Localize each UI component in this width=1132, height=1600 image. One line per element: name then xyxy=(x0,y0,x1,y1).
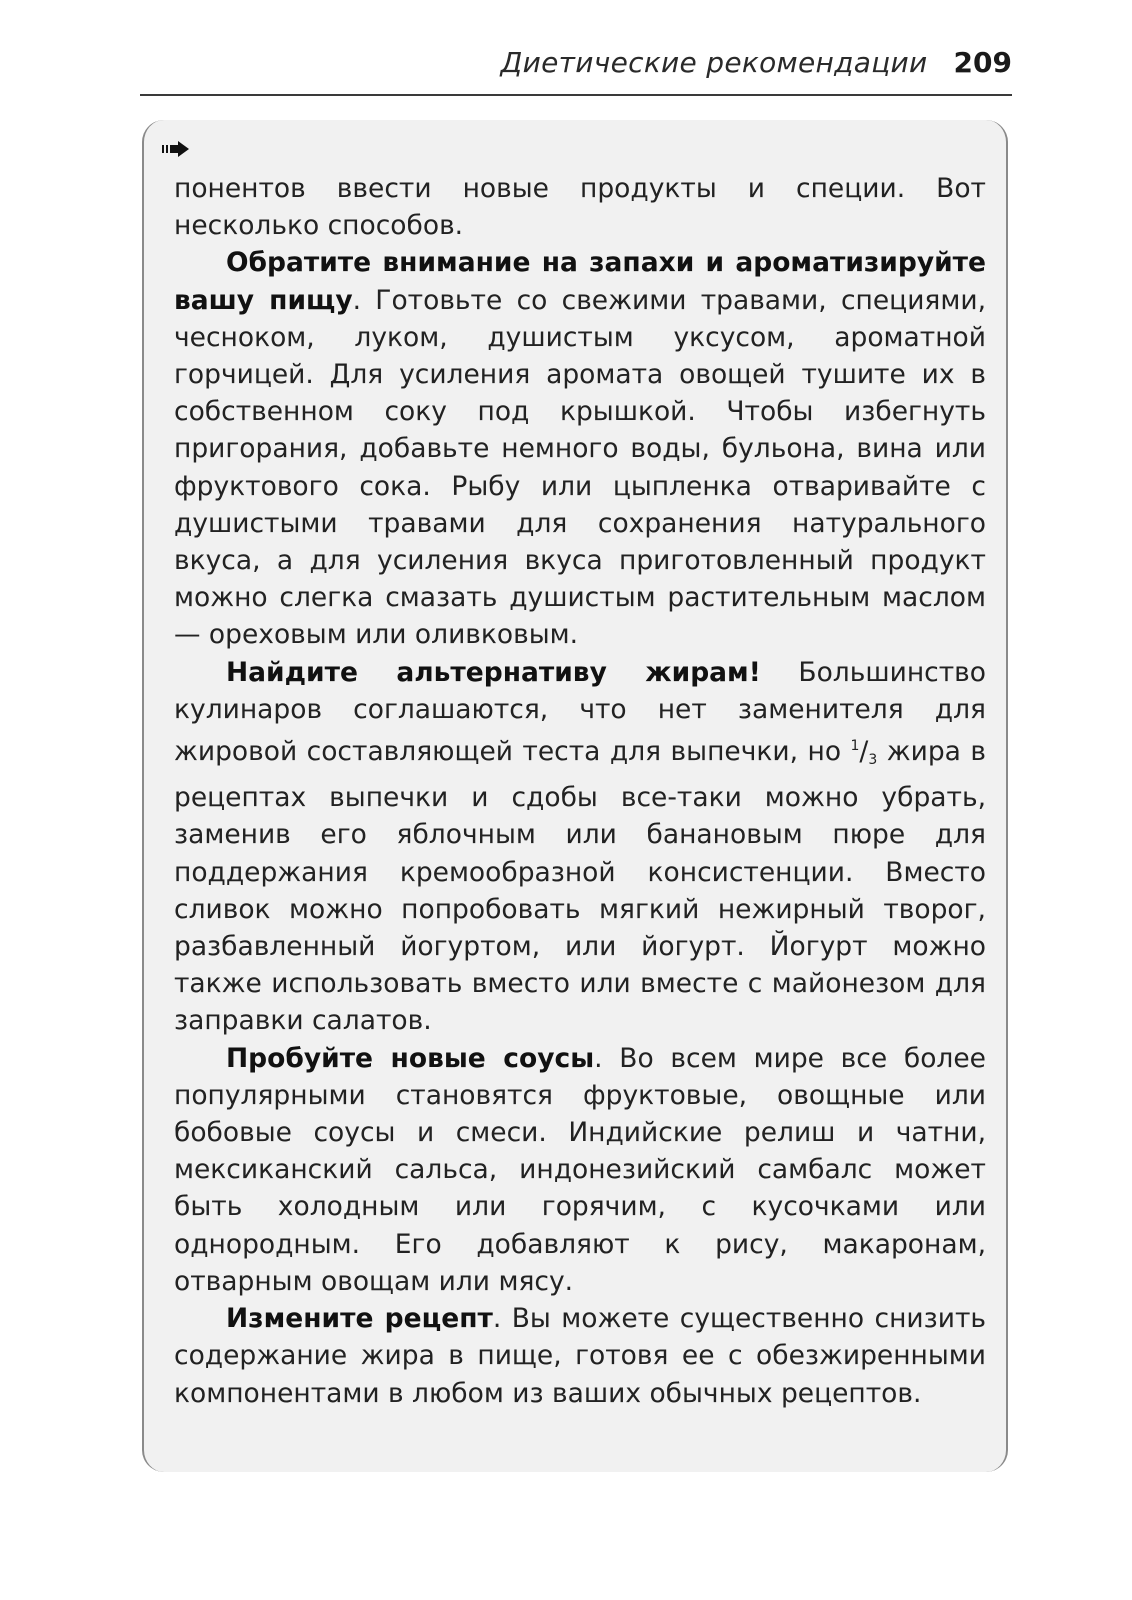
box-text xyxy=(174,170,986,1412)
paragraph-heading: Обратите внимание на запахи и ароматизируйте вашу пищу xyxy=(174,247,986,316)
sidebar-box xyxy=(142,120,1008,1472)
arrow-right-icon xyxy=(162,140,190,158)
running-head-title: Диетические рекомендации xyxy=(500,46,928,79)
fraction: $^1/_3$ xyxy=(850,736,878,769)
paragraph-text: Большинство кулинаров соглашаются, что нет заменителя для жировой составляющей теста для выпечки, но xyxy=(174,656,986,768)
paragraph-recipe xyxy=(174,1300,986,1412)
paragraph-text: . Готовьте со свежими травами, специями, чесноком, луком, душистым уксусом, ароматной горчицей. Для усиления аромата овощей тушите их в собственном соку под крышкой. Чтобы избегнуть пригорания, добавьте немного воды, бульона, вина или фруктового сока. Рыбу или цыпленка отваривайте с душистыми травами для сохранения натурального вкуса, а для усиления вкуса приготовленный продукт можно слегка смазать душистым растительным маслом — ореховым или оливковым. xyxy=(174,284,986,651)
paragraph-text: жира в рецептах выпечки и сдобы все-таки можно убрать, заменив его яблочным или банановым пюре для поддержания кремообразной консистенции. Вместо сливок можно попробовать мягкий нежирный творог, разбавленный йогуртом, или йогурт. Йогурт можно также использовать вместо или вместе с майонезом для заправки салатов. xyxy=(174,736,986,1037)
paragraph-heading: Найдите альтернативу жирам! xyxy=(226,656,761,688)
fraction-denominator: 3 xyxy=(868,752,878,769)
fraction-numerator: 1 xyxy=(850,738,860,755)
paragraph-fat-alternative xyxy=(174,654,986,1040)
paragraph-aromas xyxy=(174,244,986,653)
paragraph-heading: Пробуйте новые соусы xyxy=(226,1042,595,1074)
paragraph-text: . Во всем мире все более популярными становятся фруктовые, овощные или бобовые соусы и смеси. Индийские релиш и чатни, мексиканский сальса, индонезийский самбалс может быть холодным или горячим, с кусочками или однородным. Его добавляют к рису, макаронам, отварным овощам или мясу. xyxy=(174,1042,986,1297)
paragraph-continuation xyxy=(174,170,986,244)
page-number: 209 xyxy=(953,46,1012,79)
running-head xyxy=(140,46,1012,96)
paragraph-sauces xyxy=(174,1040,986,1300)
paragraph-text: . Вы можете существенно снизить содержание жира в пище, готовя ее с обезжиренными компонентами в любом из ваших обычных рецептов. xyxy=(174,1303,987,1409)
paragraph-text: понентов ввести новые продукты и специи. Вот несколько способов. xyxy=(174,173,986,242)
paragraph-heading: Измените рецепт xyxy=(226,1303,493,1335)
